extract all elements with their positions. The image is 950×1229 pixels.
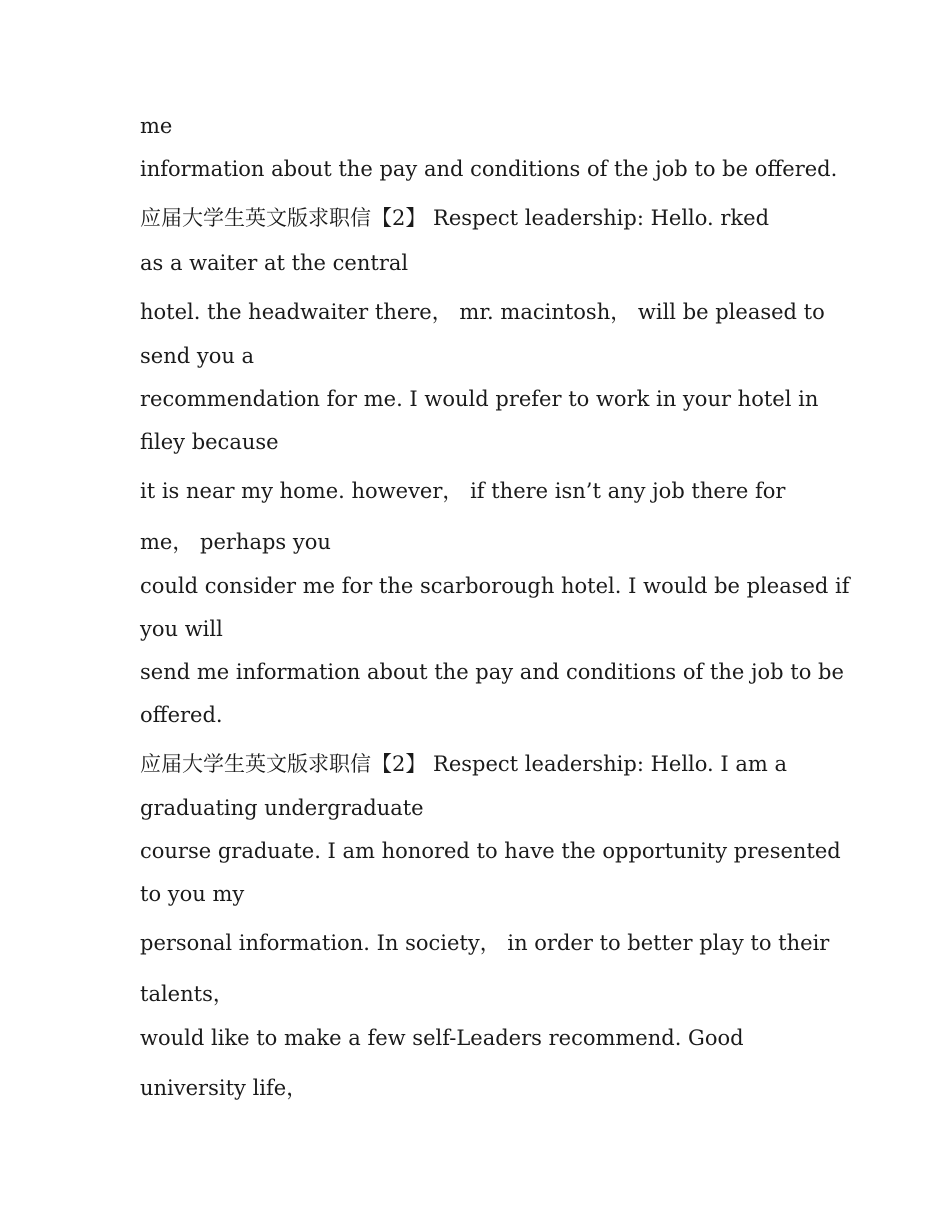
text-line: information about the pay and conditions of the job to be offered. [140,157,838,181]
section-heading-line: 应届大学生英文版求职信【2】 Respect leadership: Hello. I am a [140,752,787,776]
text-line: personal information. In society， in order to better play to their [140,931,830,955]
text-line: filey because [140,430,279,454]
text-line: university life， [140,1076,308,1100]
text-line: you will [140,617,223,641]
text-line: could consider me for the scarborough hotel. I would be pleased if [140,574,850,598]
text-line: send me information about the pay and conditions of the job to be [140,660,844,684]
text-line: me [140,114,173,138]
text-line: talents， [140,982,234,1006]
text-line: it is near my home. however， if there isn’t any job there for [140,479,786,503]
text-line: recommendation for me. I would prefer to work in your hotel in [140,387,819,411]
text-line: send you a [140,344,255,368]
text-line: would like to make a few self-Leaders recommend. Good [140,1026,744,1050]
text-line: offered. [140,703,223,727]
text-line: me， perhaps you [140,530,331,554]
text-line: graduating undergraduate [140,796,424,820]
text-line: course graduate. I am honored to have the opportunity presented [140,839,841,863]
text-line: to you my [140,882,245,906]
text-line: hotel. the headwaiter there， mr. macintosh， will be pleased to [140,300,825,324]
section-heading-line: 应届大学生英文版求职信【2】 Respect leadership: Hello. rked [140,206,770,230]
text-line: as a waiter at the central [140,251,409,275]
